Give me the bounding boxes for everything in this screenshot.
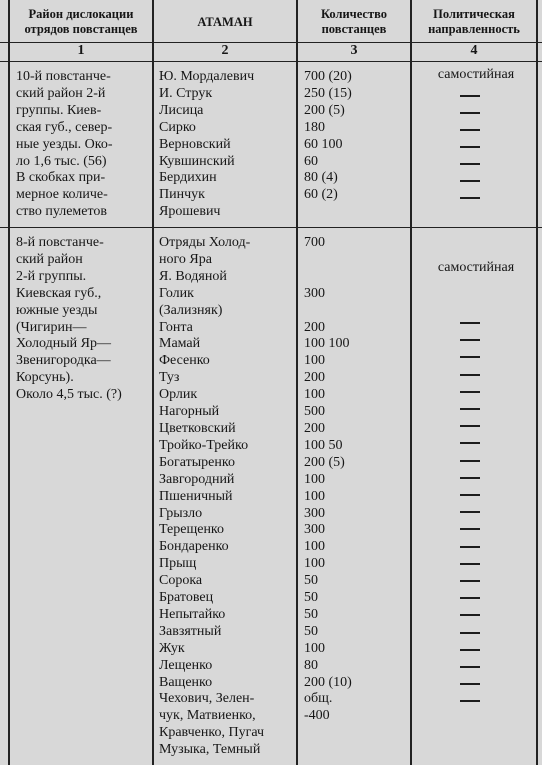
group1-atamans: Ю. Мордалевич И. Струк Лисица Сирко Верновский Кувшинский Бердихин Пинчук Ярошевич — [159, 69, 255, 220]
group1-orientation: самостийная — [437, 67, 515, 82]
ditto-dash — [460, 95, 480, 97]
header-ataman-text: АТАМАН — [197, 14, 253, 29]
group1-counts: 700 (20) 250 (15) 200 (5) 180 60 100 60 80 (4) 60 (2) — [304, 69, 352, 203]
ditto-dash — [460, 356, 480, 358]
header-region — [10, 4, 152, 40]
column-divider-1 — [152, 0, 154, 765]
column-number-4: 4 — [470, 43, 478, 58]
ditto-dash — [460, 494, 480, 496]
ditto-dash — [460, 129, 480, 131]
ditto-dash — [460, 339, 480, 341]
group-divider — [0, 227, 542, 228]
ditto-dash — [460, 700, 480, 702]
ditto-dash — [460, 477, 480, 479]
column-divider-2 — [296, 0, 298, 765]
group2-atamans: Отряды Холод- ного Яра Я. Водяной Голик (Зализняк) Гонта Мамай Фесенко Туз Орлик Нагорный Цветковский Тройко-Трейко Богатыренко Завгородний Пшеничный Грызло Терещенко Бондаренко Прыщ Сорока Братовец Непытайко Завзятный Жук Лещенко Ващенко Чехович, Зелен- чук, Матвиенко, Кравченко, Пугач Музыка, Темный — [159, 235, 265, 758]
ditto-dash — [460, 197, 480, 199]
ditto-dash — [460, 180, 480, 182]
header-count — [298, 4, 410, 40]
ditto-dash — [460, 112, 480, 114]
group2-orientation: самостийная — [437, 260, 515, 275]
header-count-text: Количество повстанцев — [320, 7, 388, 36]
ditto-dash — [460, 649, 480, 651]
table-border-left — [8, 0, 10, 765]
group1-region: 10-й повстанче- ский район 2-й группы. Киев- ская губ., север- ные уезды. Око- ло 1,6 тыс. (56) В скобках при- мерное количе- ство пулеметов — [16, 69, 113, 220]
ditto-dash — [460, 408, 480, 410]
column-number-2: 2 — [221, 43, 229, 58]
table-border-right — [536, 0, 538, 765]
ditto-dash — [460, 546, 480, 548]
ditto-dash — [460, 580, 480, 582]
column-number-3: 3 — [350, 43, 358, 58]
group2-region: 8-й повстанче- ский район 2-й группы. Киевская губ., южные уезды (Чигирин— Холодный Яр— Звенигородка— Корсунь). Около 4,5 тыс. (?) — [16, 235, 122, 403]
ditto-dash — [460, 632, 480, 634]
ditto-dash — [460, 528, 480, 530]
ditto-dash — [460, 597, 480, 599]
ditto-dash — [460, 425, 480, 427]
ditto-dash — [460, 666, 480, 668]
column-number-1: 1 — [77, 43, 85, 58]
ditto-dash — [460, 163, 480, 165]
ditto-dash — [460, 442, 480, 444]
ditto-dash — [460, 146, 480, 148]
header-orientation — [412, 4, 536, 40]
ditto-dash — [460, 391, 480, 393]
ditto-dash — [460, 683, 480, 685]
group2-counts: 700 300 200 100 100 100 200 100 500 200 100 50 200 (5) 100 100 300 300 100 100 50 50 50 50 100 80 200 (10) общ. -400 — [304, 235, 352, 724]
number-row-divider — [0, 61, 542, 62]
header-orientation-text: Политическая направленность — [428, 7, 520, 36]
header-ataman — [154, 4, 296, 40]
ditto-dash — [460, 511, 480, 513]
ditto-dash — [460, 614, 480, 616]
header-region-text: Район дислокации отрядов повстанцев — [24, 7, 138, 36]
ditto-dash — [460, 374, 480, 376]
column-divider-3 — [410, 0, 412, 765]
ditto-dash — [460, 460, 480, 462]
ditto-dash — [460, 563, 480, 565]
ditto-dash — [460, 322, 480, 324]
